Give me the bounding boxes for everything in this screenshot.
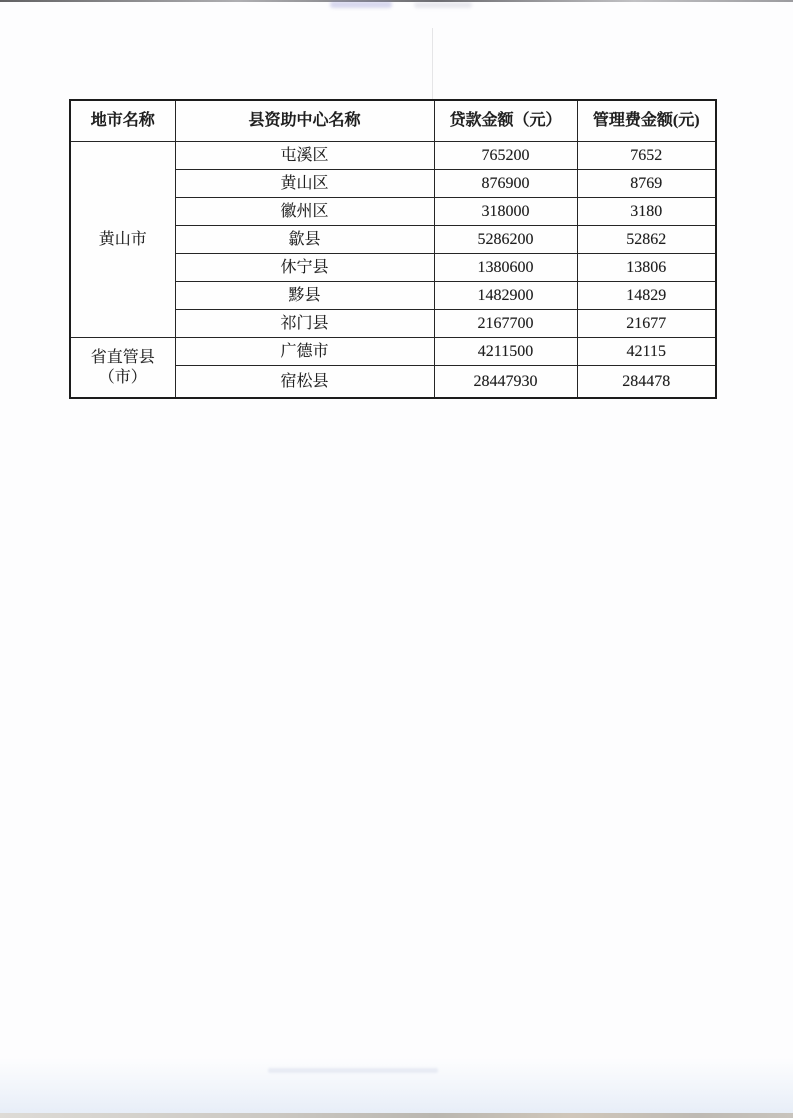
ink-bleed-smudge xyxy=(330,1,392,8)
center-cell: 祁门县 xyxy=(175,310,434,338)
header-center-name: 县资助中心名称 xyxy=(175,100,434,142)
ink-bleed-smudge xyxy=(414,2,472,8)
city-group-cell xyxy=(70,338,175,399)
loan-cell: 765200 xyxy=(434,142,577,170)
fee-cell: 13806 xyxy=(577,254,716,282)
header-loan-amount: 贷款金额（元） xyxy=(434,100,577,142)
fee-cell: 21677 xyxy=(577,310,716,338)
loan-cell: 318000 xyxy=(434,198,577,226)
loan-cell: 28447930 xyxy=(434,366,577,399)
fee-cell: 14829 xyxy=(577,282,716,310)
fee-cell: 8769 xyxy=(577,170,716,198)
loan-cell: 4211500 xyxy=(434,338,577,366)
table-header-row xyxy=(70,100,716,142)
funding-table xyxy=(69,99,717,399)
scan-bottom-shading xyxy=(0,1058,793,1113)
loan-cell: 5286200 xyxy=(434,226,577,254)
fee-cell: 284478 xyxy=(577,366,716,399)
loan-cell: 2167700 xyxy=(434,310,577,338)
center-cell: 徽州区 xyxy=(175,198,434,226)
center-cell: 黟县 xyxy=(175,282,434,310)
loan-cell: 1482900 xyxy=(434,282,577,310)
center-cell: 屯溪区 xyxy=(175,142,434,170)
fee-cell: 42115 xyxy=(577,338,716,366)
table-row xyxy=(70,142,716,170)
center-cell: 歙县 xyxy=(175,226,434,254)
scan-edge-top-line xyxy=(0,0,793,2)
city-group-cell xyxy=(70,142,175,338)
city-group-label: 黄山市 xyxy=(98,230,147,248)
city-group-label: 省直管县（市） xyxy=(90,348,155,386)
header-fee-amount: 管理费金额(元) xyxy=(577,100,716,142)
header-city-name: 地市名称 xyxy=(70,100,175,142)
loan-cell: 1380600 xyxy=(434,254,577,282)
fee-cell: 3180 xyxy=(577,198,716,226)
loan-cell: 876900 xyxy=(434,170,577,198)
fee-cell: 52862 xyxy=(577,226,716,254)
center-cell: 黄山区 xyxy=(175,170,434,198)
center-cell: 宿松县 xyxy=(175,366,434,399)
scan-edge-bottom-strip xyxy=(0,1113,793,1118)
fee-cell: 7652 xyxy=(577,142,716,170)
table-row xyxy=(70,338,716,366)
scan-fold-streak xyxy=(432,28,433,100)
center-cell: 休宁县 xyxy=(175,254,434,282)
center-cell: 广德市 xyxy=(175,338,434,366)
